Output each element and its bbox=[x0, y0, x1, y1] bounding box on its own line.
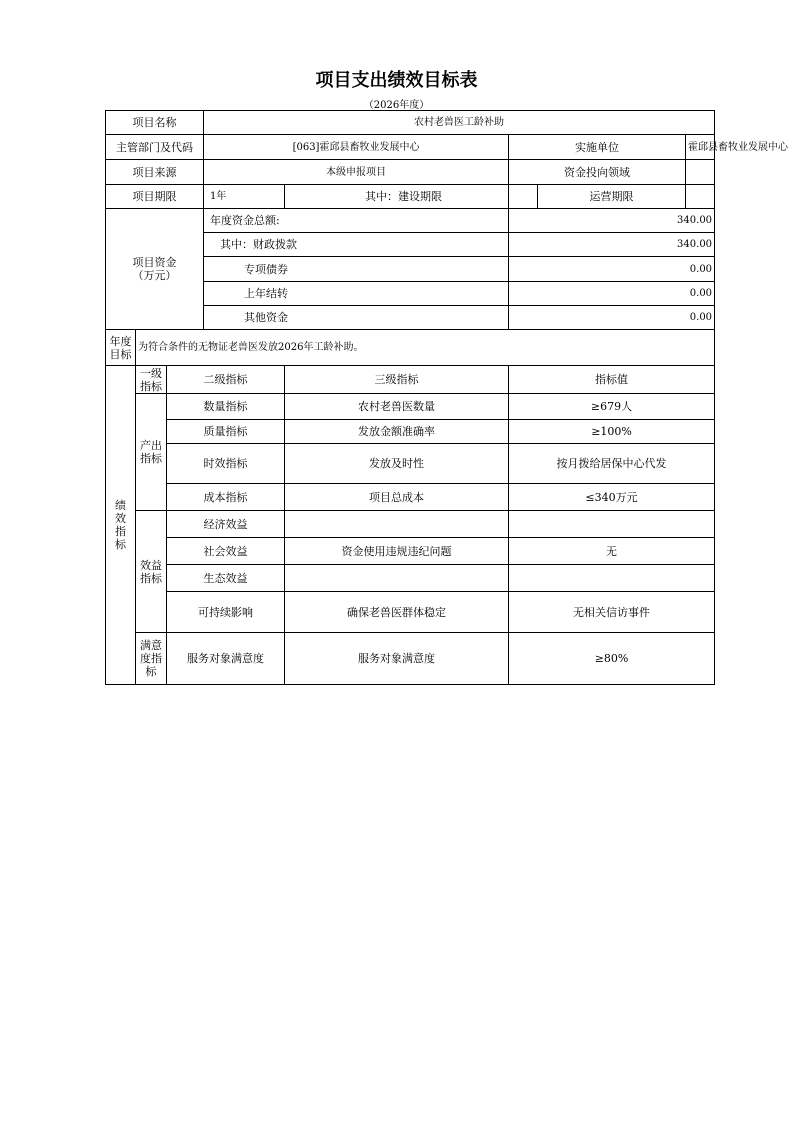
row-val: ≥679人 bbox=[509, 394, 715, 420]
fund-label: 上年结转 bbox=[204, 282, 509, 306]
source-label: 项目来源 bbox=[106, 160, 204, 185]
fund-value: 340.00 bbox=[509, 233, 715, 257]
fund-label: 专项债券 bbox=[204, 257, 509, 282]
perf-label bbox=[106, 366, 136, 685]
build-period-text: 其中：建设期限 bbox=[365, 190, 443, 203]
annual-goal-label bbox=[106, 330, 136, 366]
operate-period-label: 运营期限 bbox=[538, 185, 686, 209]
impl-unit-value: 霍邱县畜牧业发展中心 bbox=[686, 135, 715, 160]
annual-goal-value: 为符合条件的无物证老兽医发放2026年工龄补助。 bbox=[136, 330, 715, 366]
output-label-text: 产出 指标 bbox=[140, 439, 162, 465]
row-l2: 经济效益 bbox=[167, 511, 285, 538]
period-label: 项目期限 bbox=[106, 185, 204, 209]
header-val: 指标值 bbox=[509, 366, 715, 394]
performance-table bbox=[105, 110, 789, 685]
dept-label: 主管部门及代码 bbox=[106, 135, 204, 160]
benefit-label bbox=[136, 511, 167, 633]
satisfaction-label bbox=[136, 633, 167, 685]
row-val: ≤340万元 bbox=[509, 484, 715, 511]
invest-field-label: 资金投向领域 bbox=[509, 160, 686, 185]
annual-goal-label-text: 年度 目标 bbox=[109, 334, 132, 361]
dept-value: [063]霍邱县畜牧业发展中心 bbox=[204, 135, 509, 160]
row-l3: 项目总成本 bbox=[285, 484, 509, 511]
row-l2: 质量指标 bbox=[167, 420, 285, 444]
row-l2: 可持续影响 bbox=[167, 592, 285, 633]
row-val: 无 bbox=[509, 538, 715, 565]
row-val: ≥100% bbox=[509, 420, 715, 444]
invest-field-value bbox=[686, 160, 715, 185]
row-l3: 发放及时性 bbox=[285, 444, 509, 484]
row-val: ≥80% bbox=[509, 633, 715, 685]
build-period-label bbox=[285, 185, 509, 209]
row-l3: 确保老兽医群体稳定 bbox=[285, 592, 509, 633]
period-value: 1年 bbox=[204, 185, 285, 209]
fund-value: 0.00 bbox=[509, 282, 715, 306]
impl-unit-label: 实施单位 bbox=[509, 135, 686, 160]
row-l2: 服务对象满意度 bbox=[167, 633, 285, 685]
row-l3: 资金使用违规违纪问题 bbox=[285, 538, 509, 565]
year-label: （2026年度） bbox=[363, 100, 430, 111]
fund-label: 年度资金总额: bbox=[204, 209, 509, 233]
header-l2: 二级指标 bbox=[167, 366, 285, 394]
row-val: 无相关信访事件 bbox=[509, 592, 715, 633]
header-l3: 三级指标 bbox=[285, 366, 509, 394]
row-l3: 服务对象满意度 bbox=[285, 633, 509, 685]
operate-period-value bbox=[686, 185, 715, 209]
source-value: 本级申报项目 bbox=[204, 160, 509, 185]
funds-label-text: 项目资金 （万元） bbox=[132, 256, 177, 282]
project-name-value: 农村老兽医工龄补助 bbox=[204, 111, 715, 135]
row-val bbox=[509, 511, 715, 538]
row-l2: 数量指标 bbox=[167, 394, 285, 420]
satisfaction-label-text: 满意 度指 标 bbox=[140, 639, 162, 678]
fund-value: 0.00 bbox=[509, 257, 715, 282]
project-name-label: 项目名称 bbox=[106, 111, 204, 135]
fund-value: 340.00 bbox=[509, 209, 715, 233]
fund-value: 0.00 bbox=[509, 306, 715, 330]
output-label bbox=[136, 394, 167, 511]
fund-label: 其中：财政拨款 bbox=[204, 233, 509, 257]
row-val: 按月拨给居保中心代发 bbox=[509, 444, 715, 484]
row-l3 bbox=[285, 565, 509, 592]
benefit-label-text: 效益 指标 bbox=[140, 558, 162, 585]
header-l1-text: 一级 指标 bbox=[140, 366, 162, 393]
row-l2: 社会效益 bbox=[167, 538, 285, 565]
perf-label-text: 绩 效 指 标 bbox=[115, 499, 126, 551]
row-l3: 农村老兽医数量 bbox=[285, 394, 509, 420]
page-title: 项目支出绩效目标表 bbox=[315, 70, 478, 91]
row-l3 bbox=[285, 511, 509, 538]
row-l3: 发放金额准确率 bbox=[285, 420, 509, 444]
row-val bbox=[509, 565, 715, 592]
funds-label bbox=[106, 209, 204, 330]
build-period-value bbox=[509, 185, 538, 209]
header-l1 bbox=[136, 366, 167, 394]
fund-label: 其他资金 bbox=[204, 306, 509, 330]
row-l2: 成本指标 bbox=[167, 484, 285, 511]
row-l2: 时效指标 bbox=[167, 444, 285, 484]
row-l2: 生态效益 bbox=[167, 565, 285, 592]
